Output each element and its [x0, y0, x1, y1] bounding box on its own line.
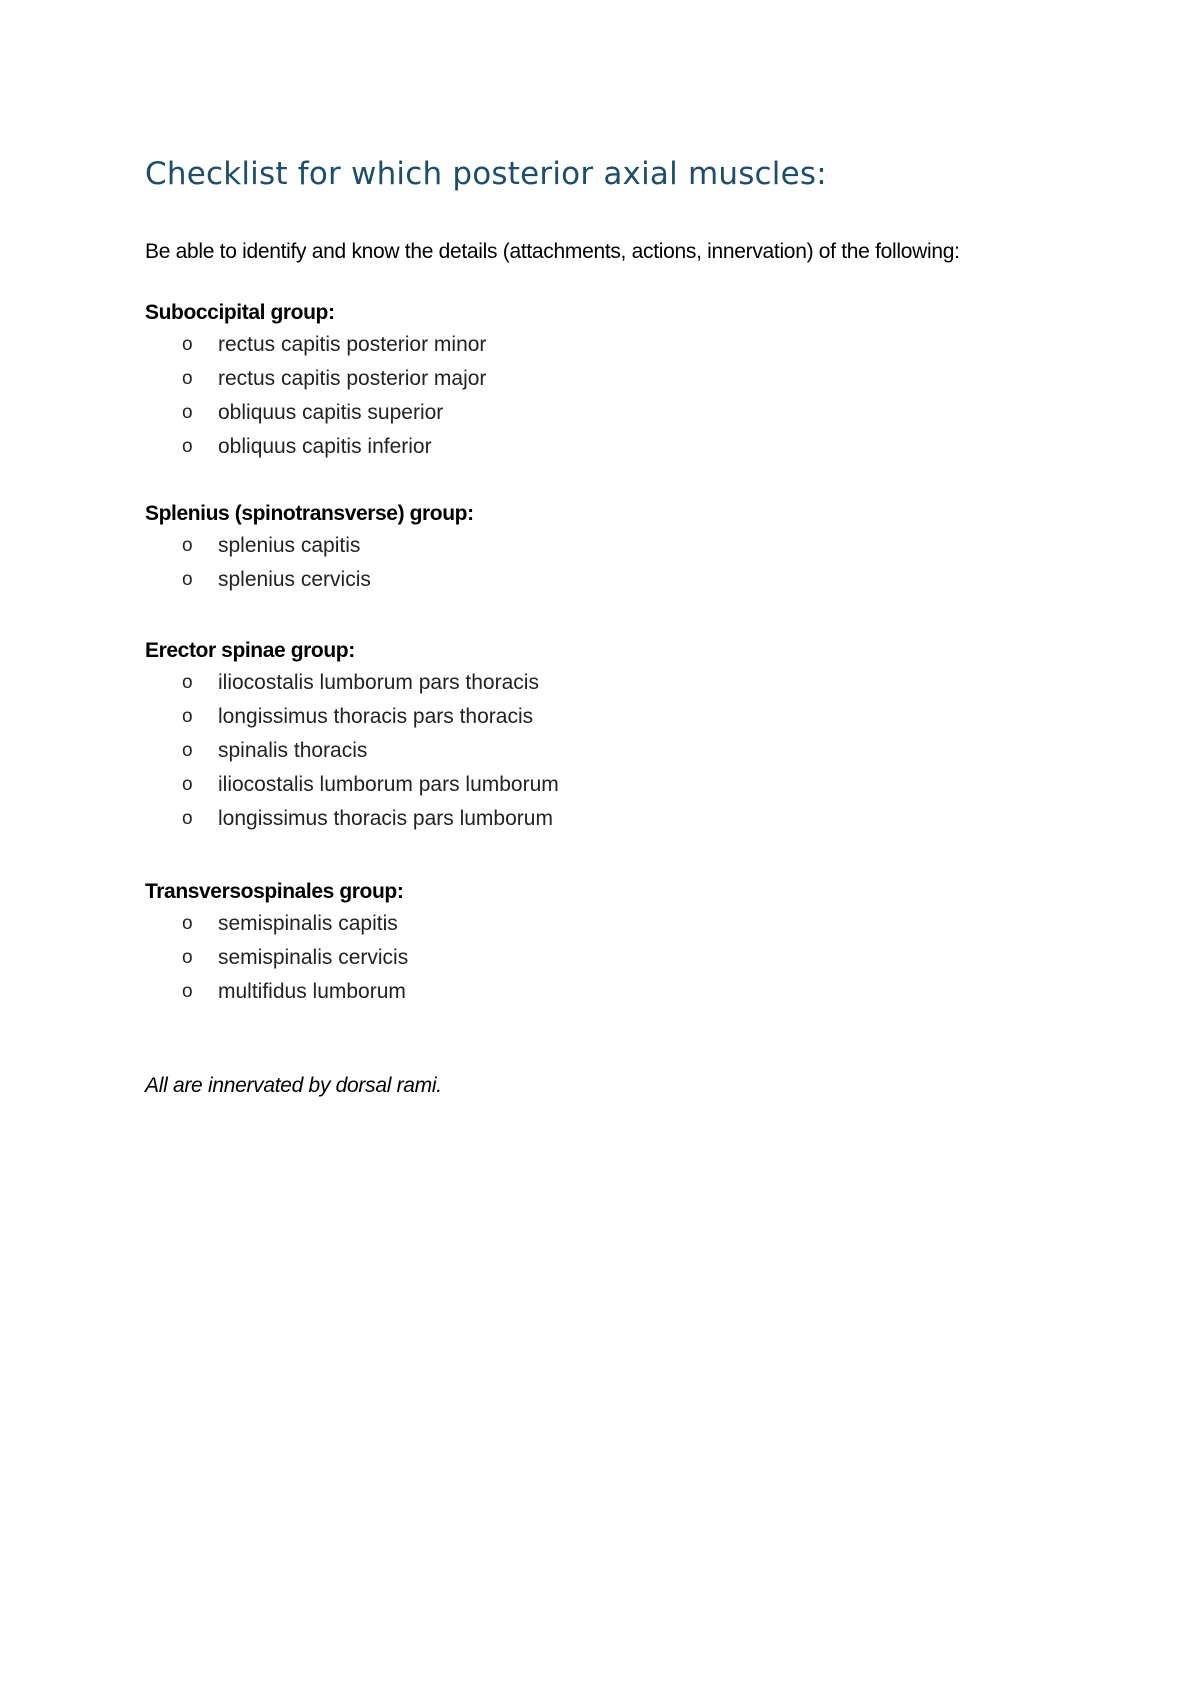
list-item	[145, 768, 559, 802]
muscle-name: iliocostalis lumborum pars lumborum	[218, 773, 559, 796]
group-heading: Transversospinales group:	[145, 880, 404, 903]
hollow-bullet-icon: o	[182, 913, 193, 934]
muscle-name: semispinalis capitis	[218, 912, 398, 935]
list-item	[145, 666, 539, 700]
group-heading: Erector spinae group:	[145, 639, 355, 662]
group-heading: Splenius (spinotransverse) group:	[145, 502, 474, 525]
muscle-list	[145, 529, 474, 597]
hollow-bullet-icon: o	[182, 947, 193, 968]
list-item	[145, 362, 487, 396]
intro-paragraph: Be able to identify and know the details (attachments, actions, innervation) of the following:	[145, 240, 960, 263]
list-item	[145, 563, 474, 597]
muscle-name: rectus capitis posterior major	[218, 367, 487, 390]
hollow-bullet-icon: o	[182, 740, 193, 761]
muscle-name: longissimus thoracis pars thoracis	[218, 705, 534, 728]
list-item	[145, 907, 403, 941]
hollow-bullet-icon: o	[182, 774, 193, 795]
muscle-name: semispinalis cervicis	[218, 946, 409, 969]
muscle-name: iliocostalis lumborum pars thoracis	[218, 671, 539, 694]
hollow-bullet-icon: o	[182, 436, 193, 457]
muscle-name: obliquus capitis inferior	[218, 435, 432, 458]
hollow-bullet-icon: o	[182, 402, 193, 423]
muscle-group-erector-spinae	[145, 636, 559, 836]
list-item	[145, 430, 432, 464]
muscle-list	[145, 328, 487, 464]
list-item	[145, 734, 368, 768]
hollow-bullet-icon: o	[182, 808, 193, 829]
list-item	[145, 328, 487, 362]
list-item	[145, 802, 553, 836]
muscle-name: obliquus capitis superior	[218, 401, 444, 424]
muscle-name: multifidus lumborum	[218, 980, 406, 1003]
hollow-bullet-icon: o	[182, 334, 193, 355]
hollow-bullet-icon: o	[182, 981, 193, 1002]
list-item	[145, 396, 444, 430]
hollow-bullet-icon: o	[182, 672, 193, 693]
muscle-name: splenius capitis	[218, 534, 361, 557]
muscle-group-transversospinales	[145, 877, 409, 1009]
muscle-name: spinalis thoracis	[218, 739, 368, 762]
muscle-group-suboccipital	[145, 298, 487, 464]
muscle-group-splenius	[145, 499, 474, 597]
list-item	[145, 941, 409, 975]
muscle-list	[145, 666, 559, 836]
list-item	[145, 700, 534, 734]
group-heading: Suboccipital group:	[145, 301, 335, 324]
muscle-name: splenius cervicis	[218, 568, 371, 591]
hollow-bullet-icon: o	[182, 368, 193, 389]
hollow-bullet-icon: o	[182, 569, 193, 590]
list-item	[145, 529, 474, 563]
muscle-list	[145, 907, 409, 1009]
hollow-bullet-icon: o	[182, 706, 193, 727]
hollow-bullet-icon: o	[182, 535, 193, 556]
footnote: All are innervated by dorsal rami.	[145, 1074, 442, 1097]
list-item	[145, 975, 406, 1009]
muscle-name: rectus capitis posterior minor	[218, 333, 487, 356]
muscle-name: longissimus thoracis pars lumborum	[218, 807, 553, 830]
page-title: Checklist for which posterior axial muscles:	[145, 156, 827, 192]
